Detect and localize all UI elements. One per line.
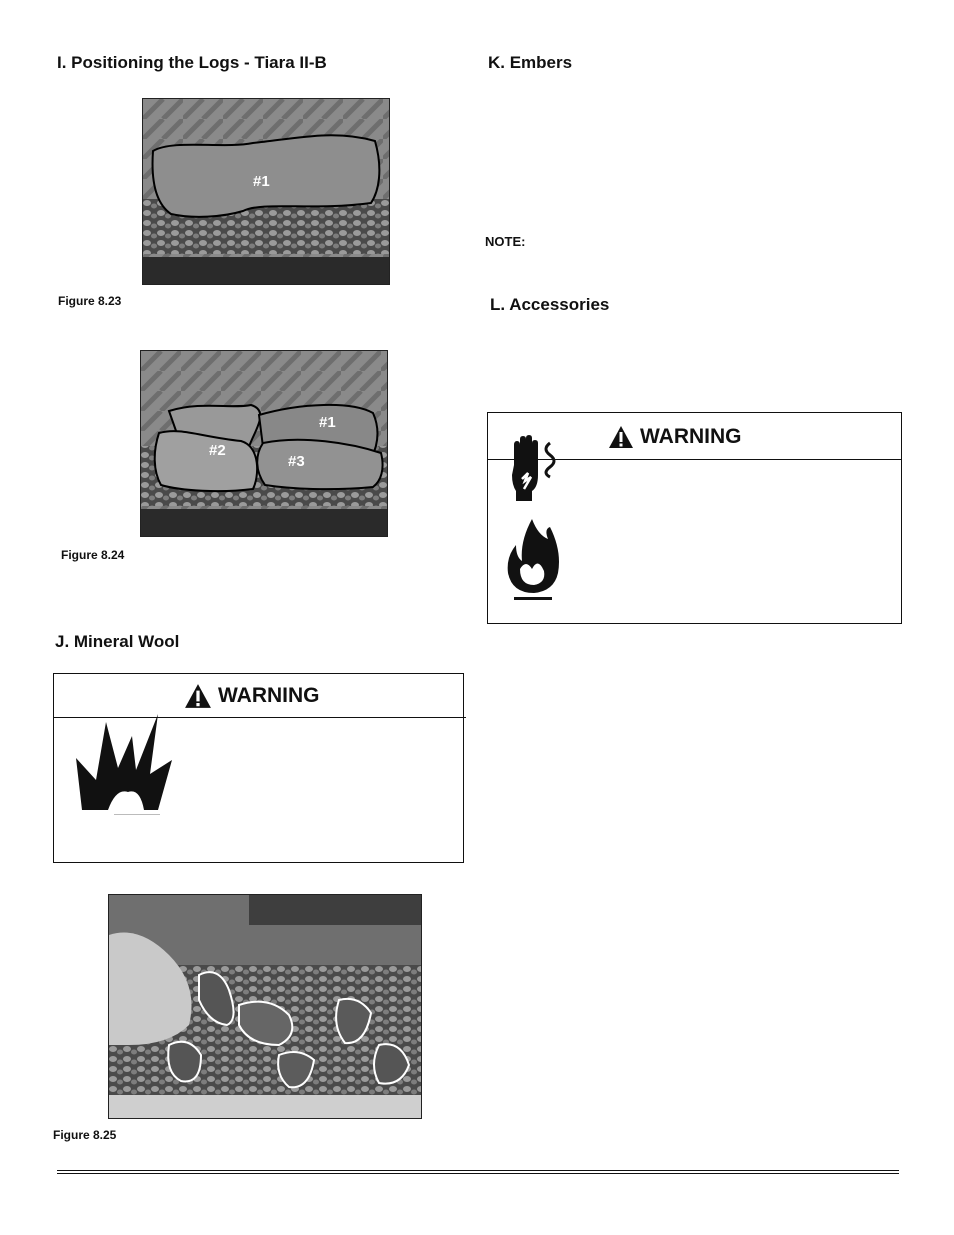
figure-8-25-caption: Figure 8.25 [53,1128,117,1142]
logs-heading: I. Positioning the Logs - Tiara II-B [57,53,327,72]
footer-rule [57,1173,899,1174]
accessories-heading: L. Accessories [490,295,610,314]
embers-heading: K. Embers [488,53,573,72]
log-label: #3 [288,453,305,470]
figure-8-24-caption: Figure 8.24 [61,548,125,562]
note-label: NOTE: [485,234,526,249]
electric-shock-hand-icon [506,435,562,503]
warning-title: WARNING [184,683,320,709]
figure-8-23-caption: Figure 8.23 [58,294,122,308]
warning-title: WARNING [608,425,742,449]
mineral-wool-heading: J. Mineral Wool [55,632,180,651]
figure-8-24-photo [140,350,388,537]
caution-triangle-icon [608,425,634,449]
accessories-warning-box [487,412,902,624]
fire-icon [504,517,562,601]
figure-8-25-photo [108,894,422,1119]
log-label: #2 [209,442,226,459]
footer-rule [57,1170,899,1171]
log-label: #1 [319,414,336,431]
explosion-icon [74,714,174,818]
mineral-wool-warning-box [53,673,464,863]
figure-8-23-photo [142,98,390,285]
log-label: #1 [253,173,270,190]
caution-triangle-icon [184,683,212,709]
